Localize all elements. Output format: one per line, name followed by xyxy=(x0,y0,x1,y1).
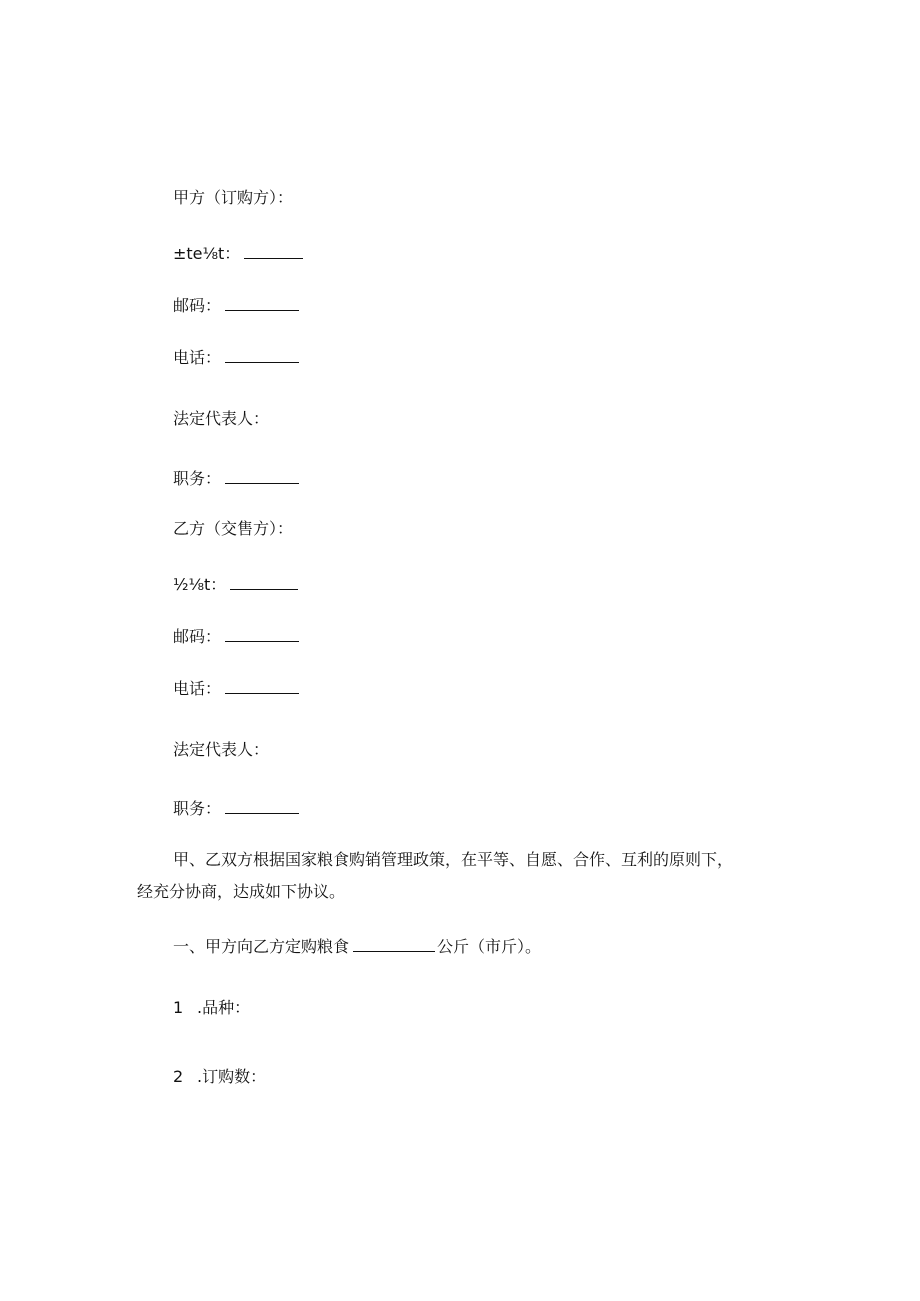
party-b-representative: 法定代表人： xyxy=(173,740,270,759)
party-a-title: 甲方（订购方）： xyxy=(173,188,294,207)
item-1 xyxy=(173,998,250,1018)
party-a-address-label: ±te⅛t： xyxy=(173,244,241,263)
party-a-phone-blank[interactable] xyxy=(225,346,299,363)
clause-1-quantity-blank[interactable] xyxy=(353,935,435,952)
item-2-label: .订购数： xyxy=(197,1067,267,1086)
intro-line-2: 经充分协商，达成如下协议。 xyxy=(137,882,346,901)
party-a-phone-label: 电话： xyxy=(173,348,222,367)
party-b-address-field xyxy=(173,573,298,595)
party-b-address-label: ½⅛t： xyxy=(173,575,227,594)
party-a-address-blank[interactable] xyxy=(244,242,303,259)
party-b-phone-field xyxy=(173,677,299,699)
party-b-zip-label: 邮码： xyxy=(173,627,222,646)
party-a-zip-blank[interactable] xyxy=(225,294,299,311)
party-a-zip-field xyxy=(173,294,299,316)
clause-1-prefix: 一、甲方向乙方定购粮食 xyxy=(173,937,350,956)
party-b-zip-blank[interactable] xyxy=(225,625,299,642)
party-b-phone-blank[interactable] xyxy=(225,677,299,694)
party-a-representative: 法定代表人： xyxy=(173,409,270,428)
item-2 xyxy=(173,1067,266,1087)
item-2-number: 2 xyxy=(173,1067,184,1086)
party-b-phone-label: 电话： xyxy=(173,679,222,698)
party-b-position-field xyxy=(173,797,299,819)
party-b-zip-field xyxy=(173,625,299,647)
intro-line-1: 甲、乙双方根据国家粮食购销管理政策，在平等、自愿、合作、互利的原则下， xyxy=(173,850,734,869)
party-b-address-blank[interactable] xyxy=(230,573,298,590)
intro-paragraph xyxy=(137,844,777,908)
item-1-number: 1 xyxy=(173,998,184,1017)
party-b-title: 乙方（交售方）： xyxy=(173,519,294,538)
party-a-phone-field xyxy=(173,346,299,368)
party-a-address-field xyxy=(173,242,303,264)
party-a-position-blank[interactable] xyxy=(225,467,299,484)
party-a-position-field xyxy=(173,467,299,489)
party-a-zip-label: 邮码： xyxy=(173,296,222,315)
clause-1 xyxy=(173,935,541,957)
clause-1-suffix: 公斤（市斤）。 xyxy=(437,937,542,956)
item-1-label: .品种： xyxy=(197,998,251,1017)
party-b-position-label: 职务： xyxy=(173,799,222,818)
party-a-position-label: 职务： xyxy=(173,469,222,488)
party-b-position-blank[interactable] xyxy=(225,797,299,814)
